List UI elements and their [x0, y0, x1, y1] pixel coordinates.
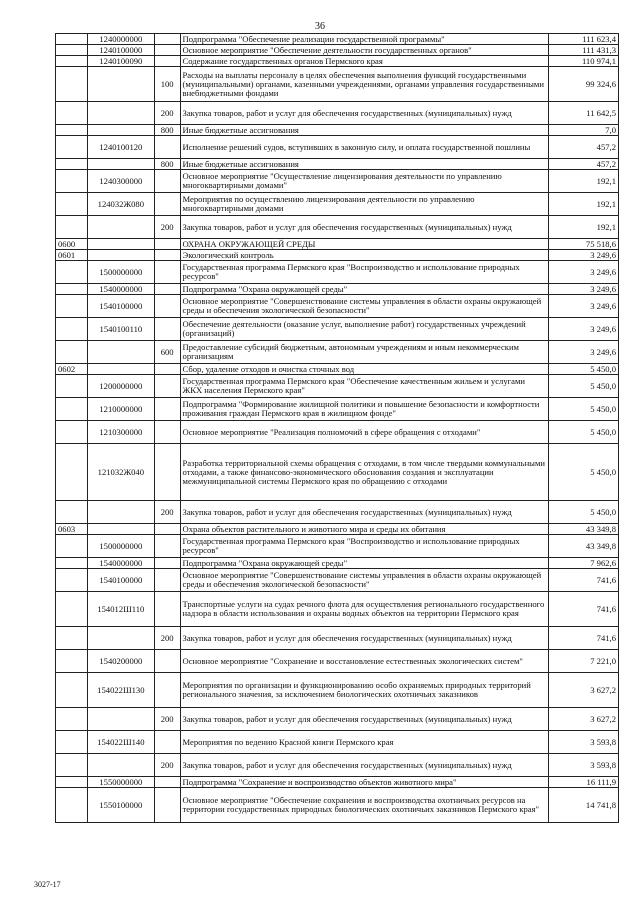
name-cell: Исполнение решений судов, вступивших в законную силу, и оплата государственной пошлины — [180, 136, 548, 159]
code-cell: 1540100000 — [87, 295, 154, 318]
section-cell — [56, 159, 88, 170]
code-cell: 121032Ж040 — [87, 444, 154, 501]
code-cell: 124032Ж080 — [87, 193, 154, 216]
section-cell — [56, 558, 88, 569]
expense-type-cell: 200 — [154, 627, 180, 650]
expense-type-cell — [154, 592, 180, 627]
table-row — [56, 284, 619, 295]
section-cell — [56, 193, 88, 216]
page-number: 36 — [315, 21, 325, 32]
expense-type-cell: 600 — [154, 341, 180, 364]
table-row — [56, 777, 619, 788]
code-cell: 1240300000 — [87, 170, 154, 193]
table-row — [56, 421, 619, 444]
code-cell: 154022Ш140 — [87, 731, 154, 754]
section-cell — [56, 444, 88, 501]
code-cell — [87, 159, 154, 170]
code-cell: 1550000000 — [87, 777, 154, 788]
table-row — [56, 295, 619, 318]
code-cell — [87, 364, 154, 375]
section-cell — [56, 45, 88, 56]
section-cell — [56, 592, 88, 627]
sum-cell: 5 450,0 — [548, 421, 618, 444]
expense-type-cell — [154, 673, 180, 708]
table-row — [56, 524, 619, 535]
section-cell — [56, 788, 88, 823]
expense-type-cell — [154, 398, 180, 421]
expense-type-cell — [154, 788, 180, 823]
code-cell — [87, 524, 154, 535]
section-cell — [56, 284, 88, 295]
table-row — [56, 261, 619, 284]
section-cell — [56, 777, 88, 788]
expense-type-cell — [154, 295, 180, 318]
budget-table — [55, 33, 619, 823]
code-cell — [87, 754, 154, 777]
code-cell: 1540000000 — [87, 284, 154, 295]
sum-cell: 3 249,6 — [548, 250, 618, 261]
section-cell — [56, 341, 88, 364]
section-cell — [56, 398, 88, 421]
section-cell — [56, 535, 88, 558]
expense-type-cell: 200 — [154, 216, 180, 239]
section-cell: 0601 — [56, 250, 88, 261]
name-cell: Закупка товаров, работ и услуг для обеспечения государственных (муниципальных) нужд — [180, 216, 548, 239]
expense-type-cell — [154, 558, 180, 569]
sum-cell: 457,2 — [548, 136, 618, 159]
section-cell — [56, 56, 88, 67]
code-cell — [87, 501, 154, 524]
section-cell — [56, 754, 88, 777]
expense-type-cell: 200 — [154, 501, 180, 524]
table-row — [56, 398, 619, 421]
name-cell: Сбор, удаление отходов и очистка сточных вод — [180, 364, 548, 375]
name-cell: Разработка территориальной схемы обращения с отходами, в том числе твердыми коммунальными отходами, а также финансово-экономического обоснования создания и эксплуатации межмуниципальной системы Пермского края по обращению с отходами — [180, 444, 548, 501]
code-cell — [87, 216, 154, 239]
code-cell: 1240100090 — [87, 56, 154, 67]
code-cell — [87, 708, 154, 731]
code-cell: 1540100110 — [87, 318, 154, 341]
name-cell: Государственная программа Пермского края "Воспроизводство и использование природных ресурсов" — [180, 261, 548, 284]
expense-type-cell — [154, 284, 180, 295]
name-cell: Основное мероприятие "Реализация полномочий в сфере обращения с отходами" — [180, 421, 548, 444]
section-cell — [56, 261, 88, 284]
table-row — [56, 250, 619, 261]
code-cell: 154022Ш130 — [87, 673, 154, 708]
sum-cell: 3 249,6 — [548, 341, 618, 364]
sum-cell: 16 111,9 — [548, 777, 618, 788]
table-row — [56, 592, 619, 627]
footer-code: 3027-17 — [34, 880, 61, 889]
expense-type-cell — [154, 45, 180, 56]
name-cell: Мероприятия по ведению Красной книги Пермского края — [180, 731, 548, 754]
name-cell: Содержание государственных органов Пермского края — [180, 56, 548, 67]
name-cell: Иные бюджетные ассигнования — [180, 159, 548, 170]
sum-cell: 11 642,5 — [548, 102, 618, 125]
sum-cell: 192,1 — [548, 193, 618, 216]
table-row — [56, 193, 619, 216]
expense-type-cell: 200 — [154, 102, 180, 125]
expense-type-cell: 200 — [154, 708, 180, 731]
sum-cell: 3 249,6 — [548, 284, 618, 295]
table-row — [56, 788, 619, 823]
name-cell: Основное мероприятие "Обеспечение сохранения и воспроизводства охотничьих ресурсов на территории государственных природных биологических охотничьих заказников Пермского края" — [180, 788, 548, 823]
expense-type-cell — [154, 524, 180, 535]
expense-type-cell — [154, 777, 180, 788]
name-cell: Транспортные услуги на судах речного флота для осуществления регионального государственного надзора в области использования и охраны водных объектов на территории Пермского края — [180, 592, 548, 627]
expense-type-cell — [154, 170, 180, 193]
table-row — [56, 159, 619, 170]
name-cell: Экологический контроль — [180, 250, 548, 261]
name-cell: Основное мероприятие "Совершенствование системы управления в области охраны окружающей среды и обеспечения экологической безопасности" — [180, 295, 548, 318]
sum-cell: 457,2 — [548, 159, 618, 170]
sum-cell: 3 593,8 — [548, 754, 618, 777]
table-row — [56, 125, 619, 136]
table-row — [56, 170, 619, 193]
table-row — [56, 501, 619, 524]
section-cell — [56, 375, 88, 398]
section-cell — [56, 125, 88, 136]
table-row — [56, 754, 619, 777]
section-cell: 0600 — [56, 239, 88, 250]
expense-type-cell: 200 — [154, 754, 180, 777]
code-cell: 1210300000 — [87, 421, 154, 444]
sum-cell: 741,6 — [548, 627, 618, 650]
expense-type-cell — [154, 56, 180, 67]
sum-cell: 75 518,6 — [548, 239, 618, 250]
section-cell — [56, 421, 88, 444]
name-cell: Основное мероприятие "Совершенствование системы управления в области охраны окружающей среды и обеспечения экологической безопасности" — [180, 569, 548, 592]
expense-type-cell — [154, 364, 180, 375]
table-row — [56, 569, 619, 592]
table-row — [56, 375, 619, 398]
sum-cell: 5 450,0 — [548, 375, 618, 398]
table-row — [56, 673, 619, 708]
section-cell — [56, 627, 88, 650]
sum-cell: 7 221,0 — [548, 650, 618, 673]
name-cell: Основное мероприятие "Сохранение и восстановление естественных экологических систем" — [180, 650, 548, 673]
section-cell — [56, 170, 88, 193]
expense-type-cell: 800 — [154, 125, 180, 136]
code-cell: 1200000000 — [87, 375, 154, 398]
code-cell: 1500000000 — [87, 535, 154, 558]
name-cell: Закупка товаров, работ и услуг для обеспечения государственных (муниципальных) нужд — [180, 501, 548, 524]
code-cell — [87, 341, 154, 364]
name-cell: Подпрограмма "Сохранение и воспроизводство объектов животного мира" — [180, 777, 548, 788]
section-cell — [56, 569, 88, 592]
sum-cell: 5 450,0 — [548, 501, 618, 524]
name-cell: Охрана объектов растительного и животного мира и среды их обитания — [180, 524, 548, 535]
section-cell — [56, 136, 88, 159]
table-row — [56, 56, 619, 67]
sum-cell: 3 249,6 — [548, 295, 618, 318]
section-cell — [56, 708, 88, 731]
table-row — [56, 318, 619, 341]
section-cell — [56, 295, 88, 318]
sum-cell: 3 249,6 — [548, 318, 618, 341]
sum-cell: 192,1 — [548, 170, 618, 193]
table-row — [56, 341, 619, 364]
sum-cell: 111 431,3 — [548, 45, 618, 56]
sum-cell: 741,6 — [548, 569, 618, 592]
section-cell — [56, 731, 88, 754]
name-cell: Подпрограмма "Формирование жилищной политики и повышение безопасности и комфортности проживания граждан Пермского края в жилищном фонде" — [180, 398, 548, 421]
table-row — [56, 627, 619, 650]
table-row — [56, 239, 619, 250]
name-cell: Государственная программа Пермского края "Воспроизводство и использование природных ресурсов" — [180, 535, 548, 558]
sum-cell: 43 349,8 — [548, 524, 618, 535]
name-cell: Основное мероприятие "Обеспечение деятельности государственных органов" — [180, 45, 548, 56]
expense-type-cell — [154, 239, 180, 250]
name-cell: Государственная программа Пермского края "Обеспечение качественным жильем и услугами ЖКХ населения Пермского края" — [180, 375, 548, 398]
table-row — [56, 731, 619, 754]
code-cell — [87, 239, 154, 250]
code-cell — [87, 125, 154, 136]
expense-type-cell — [154, 444, 180, 501]
section-cell — [56, 318, 88, 341]
code-cell: 1500000000 — [87, 261, 154, 284]
code-cell: 1240100000 — [87, 45, 154, 56]
table-row — [56, 444, 619, 501]
sum-cell: 110 974,1 — [548, 56, 618, 67]
expense-type-cell: 800 — [154, 159, 180, 170]
expense-type-cell — [154, 569, 180, 592]
table-row — [56, 708, 619, 731]
section-cell — [56, 102, 88, 125]
name-cell: ОХРАНА ОКРУЖАЮЩЕЙ СРЕДЫ — [180, 239, 548, 250]
sum-cell: 3 593,8 — [548, 731, 618, 754]
name-cell: Мероприятия по осуществлению лицензирования деятельности по управлению многоквартирными домами — [180, 193, 548, 216]
code-cell: 1210000000 — [87, 398, 154, 421]
code-cell: 1240100120 — [87, 136, 154, 159]
name-cell: Закупка товаров, работ и услуг для обеспечения государственных (муниципальных) нужд — [180, 627, 548, 650]
section-cell — [56, 650, 88, 673]
table-row — [56, 216, 619, 239]
section-cell — [56, 34, 88, 45]
sum-cell: 741,6 — [548, 592, 618, 627]
name-cell: Закупка товаров, работ и услуг для обеспечения государственных (муниципальных) нужд — [180, 754, 548, 777]
table-row — [56, 45, 619, 56]
sum-cell: 5 450,0 — [548, 364, 618, 375]
section-cell — [56, 501, 88, 524]
name-cell: Подпрограмма "Обеспечение реализации государственной программы" — [180, 34, 548, 45]
name-cell: Закупка товаров, работ и услуг для обеспечения государственных (муниципальных) нужд — [180, 102, 548, 125]
sum-cell: 3 627,2 — [548, 673, 618, 708]
sum-cell: 5 450,0 — [548, 444, 618, 501]
table-row — [56, 102, 619, 125]
table-row — [56, 650, 619, 673]
name-cell: Подпрограмма "Охрана окружающей среды" — [180, 558, 548, 569]
expense-type-cell — [154, 261, 180, 284]
expense-type-cell — [154, 535, 180, 558]
code-cell — [87, 627, 154, 650]
expense-type-cell — [154, 250, 180, 261]
code-cell — [87, 67, 154, 102]
code-cell — [87, 102, 154, 125]
expense-type-cell — [154, 731, 180, 754]
name-cell: Предоставление субсидий бюджетным, автономным учреждениям и иным некоммерческим организациям — [180, 341, 548, 364]
table-row — [56, 67, 619, 102]
table-row — [56, 558, 619, 569]
expense-type-cell — [154, 193, 180, 216]
name-cell: Основное мероприятие "Осуществление лицензирования деятельности по управлению многоквартирными домами" — [180, 170, 548, 193]
sum-cell: 192,1 — [548, 216, 618, 239]
code-cell: 1540100000 — [87, 569, 154, 592]
table-row — [56, 364, 619, 375]
table-row — [56, 535, 619, 558]
sum-cell: 5 450,0 — [548, 398, 618, 421]
expense-type-cell — [154, 375, 180, 398]
name-cell: Расходы на выплаты персоналу в целях обеспечения выполнения функций государственными (муниципальными) органами, казенными учреждениями, органами управления государственными внебюджетными фондами — [180, 67, 548, 102]
sum-cell: 111 623,4 — [548, 34, 618, 45]
name-cell: Обеспечение деятельности (оказание услуг, выполнение работ) государственных учреждений (организаций) — [180, 318, 548, 341]
code-cell: 1550100000 — [87, 788, 154, 823]
section-cell — [56, 67, 88, 102]
sum-cell: 3 627,2 — [548, 708, 618, 731]
table-row — [56, 136, 619, 159]
code-cell: 1540000000 — [87, 558, 154, 569]
sum-cell: 99 324,6 — [548, 67, 618, 102]
code-cell: 1540200000 — [87, 650, 154, 673]
expense-type-cell — [154, 318, 180, 341]
expense-type-cell — [154, 421, 180, 444]
section-cell — [56, 216, 88, 239]
sum-cell: 7,0 — [548, 125, 618, 136]
code-cell: 154012Ш110 — [87, 592, 154, 627]
name-cell: Мероприятия по организации и функционированию особо охраняемых природных территорий регионального значения, за исключением биологических охотничьих заказников — [180, 673, 548, 708]
table-row — [56, 34, 619, 45]
sum-cell: 43 349,8 — [548, 535, 618, 558]
expense-type-cell: 100 — [154, 67, 180, 102]
code-cell: 1240000000 — [87, 34, 154, 45]
sum-cell: 14 741,8 — [548, 788, 618, 823]
section-cell: 0602 — [56, 364, 88, 375]
expense-type-cell — [154, 136, 180, 159]
sum-cell: 3 249,6 — [548, 261, 618, 284]
code-cell — [87, 250, 154, 261]
name-cell: Закупка товаров, работ и услуг для обеспечения государственных (муниципальных) нужд — [180, 708, 548, 731]
expense-type-cell — [154, 650, 180, 673]
name-cell: Подпрограмма "Охрана окружающей среды" — [180, 284, 548, 295]
name-cell: Иные бюджетные ассигнования — [180, 125, 548, 136]
sum-cell: 7 962,6 — [548, 558, 618, 569]
section-cell — [56, 673, 88, 708]
section-cell: 0603 — [56, 524, 88, 535]
expense-type-cell — [154, 34, 180, 45]
